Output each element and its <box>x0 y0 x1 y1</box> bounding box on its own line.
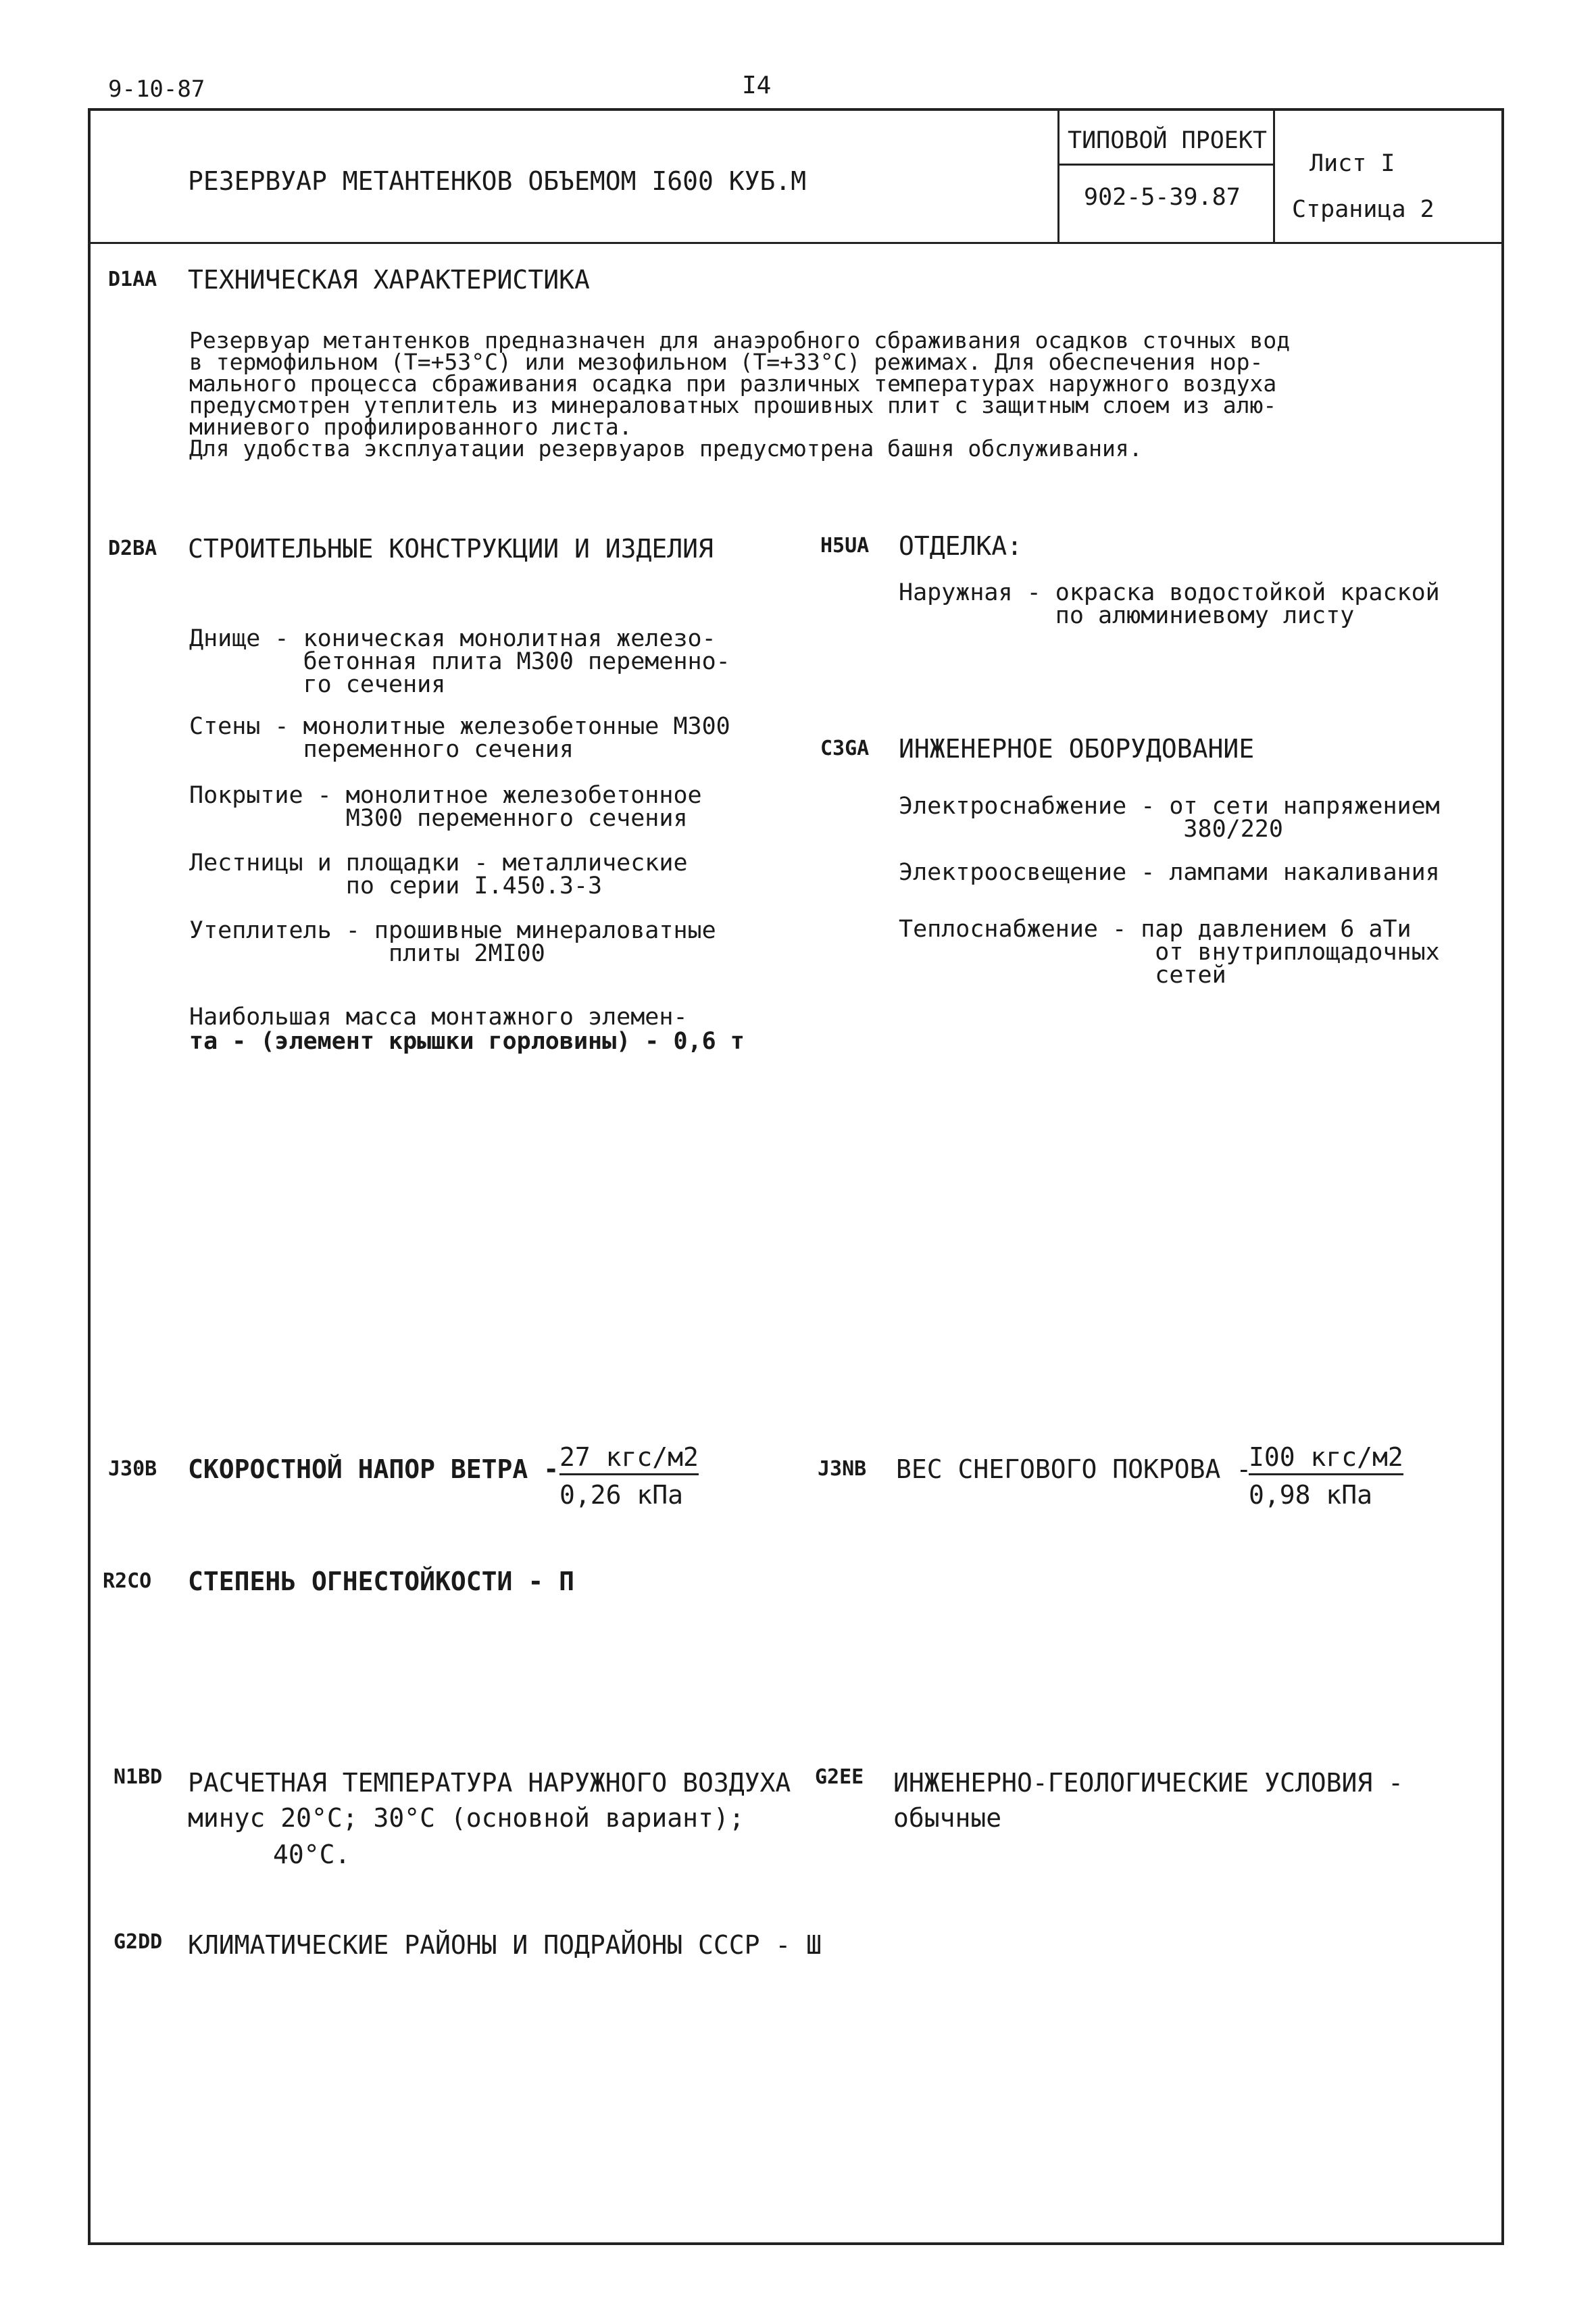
tech-description: Резервуар метантенков предназначен для анаэробного сбраживания осадков сточных вод в термофильном (Т=+53°С) или мезофильном (Т=+33°С) режимах. Для обеспечения нор- мального процесса сбраживания осадка при различных температурах наружного воздуха предусмотрен утеплитель из минераловатных прошивных плит с защитным слоем из алю- миниевого профилированного листа. Для удобства эксплуатации резервуаров предусмотрена башня обслуживания. <box>189 327 1291 462</box>
engineering-item-heat: Теплоснабжение - пар давлением 6 аТи от внутриплощадочных сетей <box>899 916 1440 989</box>
section-code-g2ee: G2EE <box>815 1765 864 1789</box>
title-block-hline <box>1057 164 1274 166</box>
section-code-d1aa: D1AA <box>108 268 157 291</box>
snow-value-kgs: I00 кгс/м2 <box>1249 1442 1403 1475</box>
document-title: РЕЗЕРВУАР МЕТАНТЕНКОВ ОБЪЕМОМ I600 КУБ.М <box>188 166 807 196</box>
section-code-h5ua: H5UA <box>820 534 870 558</box>
engineering-item-lighting: Электроосвещение - лампами накаливания <box>899 859 1440 886</box>
max-mass-line-2: та - (элемент крышки горловины) - 0,6 т <box>189 1028 745 1055</box>
section-code-r2co: R2CO <box>103 1569 152 1593</box>
temperature-values: минус 20°С; 30°С (основной вариант); <box>188 1803 745 1833</box>
section-code-j3nb: J3NB <box>818 1457 867 1481</box>
section-code-j30b: J30B <box>108 1457 157 1481</box>
snow-label: ВЕС СНЕГОВОГО ПОКРОВА - <box>896 1454 1252 1484</box>
title-block-divider <box>88 242 1504 244</box>
snow-value-kpa: 0,98 кПа <box>1249 1480 1373 1510</box>
section-code-d2ba: D2BA <box>108 537 157 560</box>
wind-value-kgs: 27 кгс/м2 <box>559 1442 699 1475</box>
climate-regions: КЛИМАТИЧЕСКИЕ РАЙОНЫ И ПОДРАЙОНЫ СССР - Ш <box>188 1930 822 1960</box>
construction-item-insulation: Утеплитель - прошивные минераловатные плиты 2МI00 <box>189 917 716 967</box>
wind-label: СКОРОСТНОЙ НАПОР ВЕТРА - <box>188 1454 559 1484</box>
document-code: 9-10-87 <box>108 76 205 103</box>
section-code-g2dd: G2DD <box>114 1930 163 1954</box>
max-mass-line-1: Наибольшая масса монтажного элемен- <box>189 1004 688 1031</box>
construction-item-bottom: Днище - коническая монолитная железо- бетонная плита М300 переменно- го сечения <box>189 625 730 698</box>
page-label: Страница 2 <box>1292 196 1435 223</box>
construction-item-stairs: Лестницы и площадки - металлические по серии I.450.3-3 <box>189 850 688 900</box>
section-code-n1bd: N1BD <box>114 1765 163 1789</box>
engineering-item-power: Электроснабжение - от сети напряжением 380/220 <box>899 793 1440 843</box>
constructions-heading: СТРОИТЕЛЬНЫЕ КОНСТРУКЦИИ И ИЗДЕЛИЯ <box>188 534 714 564</box>
construction-item-roof: Покрытие - монолитное железобетонное М300 переменного сечения <box>189 782 702 832</box>
temperature-value-40: 40°С. <box>273 1840 351 1869</box>
section-code-c3ga: C3GA <box>820 737 870 760</box>
temperature-heading: РАСЧЕТНАЯ ТЕМПЕРАТУРА НАРУЖНОГО ВОЗДУХА <box>188 1768 791 1798</box>
page-number: I4 <box>742 72 772 99</box>
title-block-vline-2 <box>1273 108 1275 243</box>
project-number: 902-5-39.87 <box>1084 184 1241 211</box>
finish-text: Наружная - окраска водостойкой краской по алюминиевому листу <box>899 579 1440 629</box>
fire-resistance: СТЕПЕНЬ ОГНЕСТОЙКОСТИ - П <box>188 1567 574 1596</box>
construction-item-walls: Стены - монолитные железобетонные М300 переменного сечения <box>189 713 730 763</box>
finish-heading: ОТДЕЛКА: <box>899 531 1023 561</box>
tech-heading: ТЕХНИЧЕСКАЯ ХАРАКТЕРИСТИКА <box>188 265 590 295</box>
title-block-vline-1 <box>1057 108 1059 243</box>
wind-value-kpa: 0,26 кПа <box>559 1480 684 1510</box>
type-project-label: ТИПОВОЙ ПРОЕКТ <box>1068 127 1268 154</box>
sheet-label: Лист I <box>1310 150 1395 177</box>
engineering-heading: ИНЖЕНЕРНОЕ ОБОРУДОВАНИЕ <box>899 734 1255 764</box>
geology-value: обычные <box>893 1803 1002 1833</box>
geology-heading: ИНЖЕНЕРНО-ГЕОЛОГИЧЕСКИЕ УСЛОВИЯ - <box>893 1768 1403 1798</box>
